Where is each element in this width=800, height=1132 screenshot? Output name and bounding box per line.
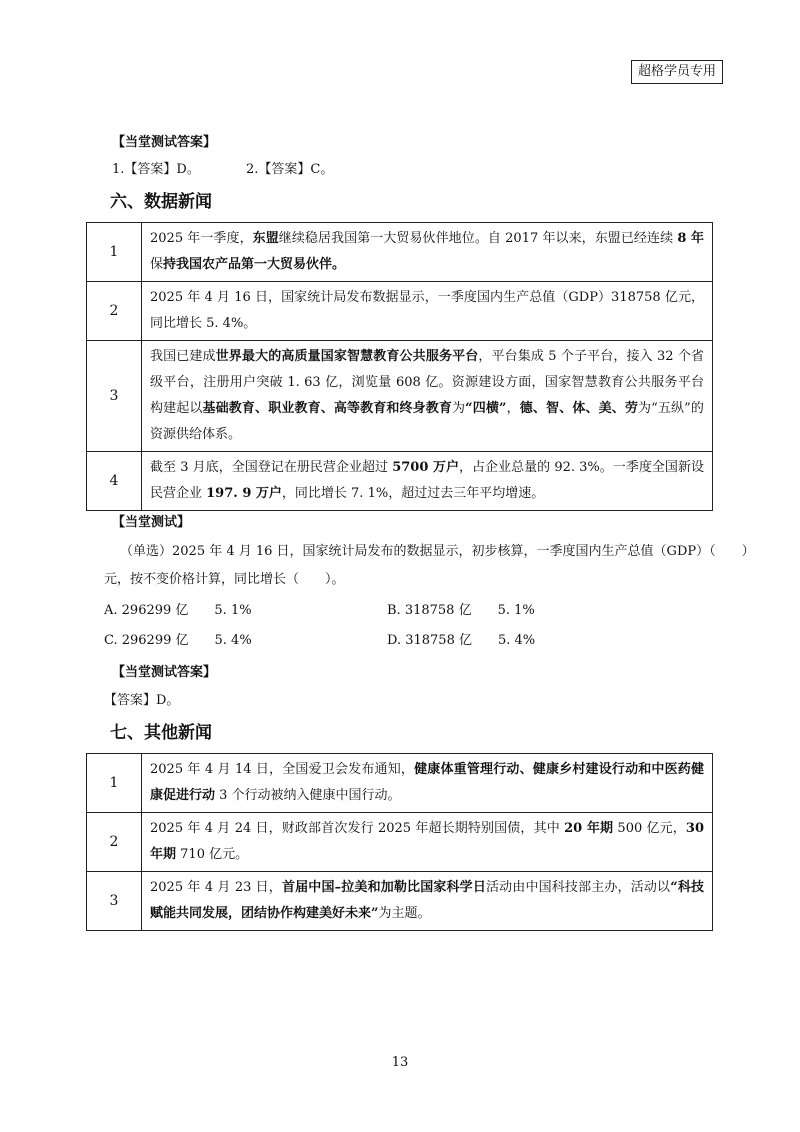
emphasis-text: 基础教育、职业教育、高等教育和终身教育 bbox=[202, 401, 453, 416]
emphasis-text: 世界最大的高质量国家智慧教育公共服务平台 bbox=[215, 349, 479, 364]
table-row bbox=[87, 872, 713, 931]
row-number: 3 bbox=[87, 341, 142, 452]
quiz-question-line2: 元，按不变价格计算，同比增长（ ）。 bbox=[104, 572, 345, 587]
emphasis-text: “科技赋能共同发展，团结协作构建美好未来” bbox=[150, 880, 704, 921]
emphasis-text: 健康体重管理行动、健康乡村建设行动和中医药健康促进行动 bbox=[150, 762, 704, 803]
data-news-table bbox=[86, 222, 713, 511]
body-text: ， bbox=[506, 401, 520, 416]
body-text: 继续稳居我国第一大贸易伙伴地位。自 2017 年以来，东盟已经连续 bbox=[278, 231, 678, 246]
row-number: 2 bbox=[87, 813, 142, 872]
body-text: 为主题。 bbox=[378, 906, 431, 921]
body-text: 活动由中国科技部主办，活动以 bbox=[485, 880, 671, 895]
row-text bbox=[142, 223, 713, 282]
table-row bbox=[87, 282, 713, 341]
quiz-answer-title: 【当堂测试答案】 bbox=[112, 665, 217, 680]
emphasis-text: 首届中国–拉美和加勒比国家科学日 bbox=[281, 880, 486, 895]
option-b[interactable]: B. 318758 亿 5. 1% bbox=[387, 603, 535, 618]
section6-heading: 六、数据新闻 bbox=[110, 192, 212, 212]
page-number: 13 bbox=[391, 1055, 409, 1070]
emphasis-text: 30 年期 bbox=[150, 821, 705, 862]
body-text: 保 bbox=[150, 257, 164, 272]
row-text bbox=[142, 452, 713, 511]
row-text bbox=[142, 282, 713, 341]
row-text bbox=[142, 813, 713, 872]
body-text: ，同比增长 7. 1%，超过过去三年平均增速。 bbox=[281, 486, 545, 501]
table-row bbox=[87, 754, 713, 813]
body-text: 为“五纵”的资源供给体系。 bbox=[150, 401, 704, 442]
body-text: 截至 3 月底，全国登记在册民营企业超过 bbox=[150, 460, 393, 475]
emphasis-text: 东盟 bbox=[252, 231, 279, 246]
row-number: 3 bbox=[87, 872, 142, 931]
answer-1: 1.【答案】D。 bbox=[112, 162, 200, 177]
emphasis-text: 197. 9 万户 bbox=[206, 486, 282, 501]
body-text: 710 亿元。 bbox=[176, 847, 249, 862]
row-number: 1 bbox=[87, 754, 142, 813]
quiz-answer: 【答案】D。 bbox=[104, 693, 180, 708]
body-text: 我国已建成 bbox=[150, 349, 216, 364]
other-news-table bbox=[86, 753, 713, 931]
table-row bbox=[87, 452, 713, 511]
body-text: 3 个行动被纳入健康中国行动。 bbox=[215, 788, 401, 803]
emphasis-text: 8 年 bbox=[677, 231, 704, 246]
answer-title: 【当堂测试答案】 bbox=[112, 135, 217, 150]
option-a[interactable]: A. 296299 亿 5. 1% bbox=[104, 603, 252, 618]
emphasis-text: “四横” bbox=[465, 401, 507, 416]
body-text: ，占企业总量的 92. 3%。一季度全国新设民营企业 bbox=[150, 460, 704, 501]
body-text: ，平台集成 5 个子平台，接入 32 个省级平台，注册用户突破 1. 63 亿，浏览量 608 亿。资源建设方面，国家智慧教育公共服务平台构建起以 bbox=[150, 349, 704, 416]
body-text: 2025 年一季度， bbox=[150, 231, 253, 246]
quiz-title: 【当堂测试】 bbox=[112, 515, 191, 530]
header-stamp: 超格学员专用 bbox=[631, 60, 723, 84]
row-text bbox=[142, 341, 713, 452]
emphasis-text: 5700 万户 bbox=[392, 460, 459, 475]
body-text: 2025 年 4 月 24 日，财政部首次发行 2025 年超长期特别国债，其中 bbox=[150, 821, 565, 836]
row-number: 1 bbox=[87, 223, 142, 282]
quiz-question-line1: （单选）2025 年 4 月 16 日，国家统计局发布的数据显示，初步核算，一季度国内生产总值（GDP）（ ） bbox=[120, 544, 755, 559]
table-row bbox=[87, 341, 713, 452]
option-d[interactable]: D. 318758 亿 5. 4% bbox=[387, 633, 536, 648]
option-c[interactable]: C. 296299 亿 5. 4% bbox=[104, 633, 252, 648]
emphasis-text: 德、智、体、美、劳 bbox=[519, 401, 638, 416]
table-row bbox=[87, 813, 713, 872]
row-text bbox=[142, 754, 713, 813]
row-number: 2 bbox=[87, 282, 142, 341]
table-row bbox=[87, 223, 713, 282]
body-text: 为 bbox=[452, 401, 466, 416]
emphasis-text: 20 年期 bbox=[564, 821, 614, 836]
row-number: 4 bbox=[87, 452, 142, 511]
row-text bbox=[142, 872, 713, 931]
body-text: 2025 年 4 月 14 日，全国爱卫会发布通知， bbox=[150, 762, 415, 777]
answer-2: 2.【答案】C。 bbox=[246, 162, 334, 177]
body-text: 500 亿元， bbox=[613, 821, 686, 836]
emphasis-text: 持我国农产品第一大贸易伙伴。 bbox=[163, 257, 346, 272]
section7-heading: 七、其他新闻 bbox=[110, 723, 212, 743]
body-text: 2025 年 4 月 16 日，国家统计局发布数据显示，一季度国内生产总值（GDP）318758 亿元，同比增长 5. 4%。 bbox=[150, 290, 704, 331]
body-text: 2025 年 4 月 23 日， bbox=[150, 880, 282, 895]
